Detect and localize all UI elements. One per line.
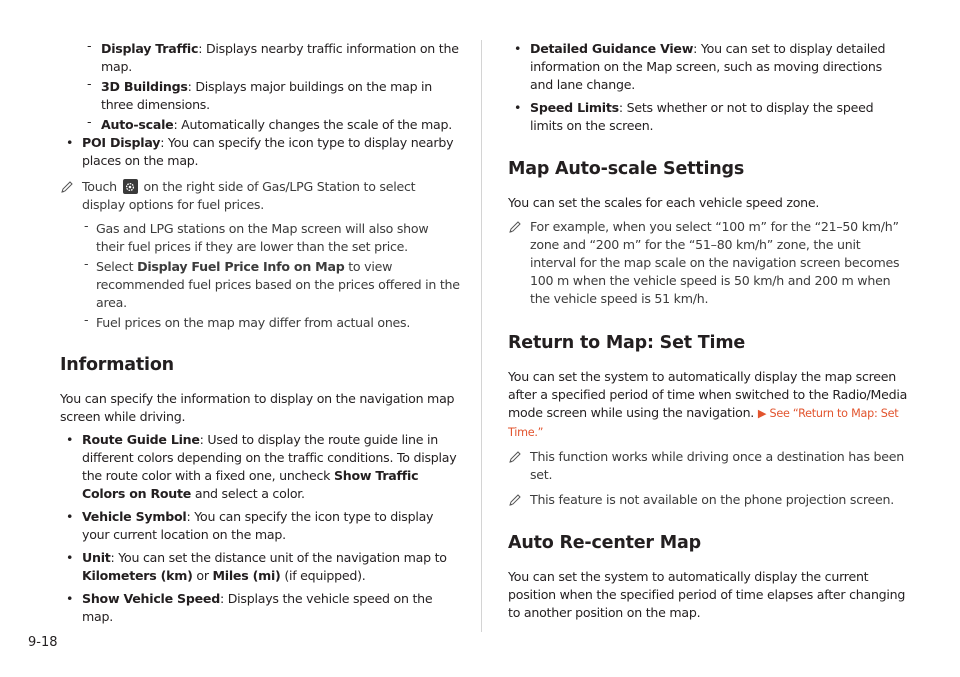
page-number: 9-18 [28, 635, 58, 650]
right-column [508, 40, 908, 622]
auto-recenter-intro: You can set the system to automatically display the current position when the specified period of time elapses after changing to another position on the map. [508, 569, 906, 620]
list-item-route-guide-line: • Route Guide Line: Used to display the route guide line in different colors depending on the traffic conditions. To display the route color with a fixed one, uncheck Show Traffic Colors on Route and select a color. [66, 432, 457, 501]
list-item-unit: • Unit: You can set the distance unit of the navigation map to Kilometers (km) or Miles (mi) (if equipped). [66, 550, 447, 583]
list-item-show-vehicle-speed: • Show Vehicle Speed: Displays the vehicle speed on the map. [66, 591, 433, 624]
column-divider [481, 40, 482, 632]
section-heading-return-to-map: Return to Map: Set Time [508, 333, 746, 353]
note-subitem: - Fuel prices on the map may differ from actual ones. [84, 312, 411, 330]
note-fuel-prices: Touch on the right side of Gas/LPG Station to select display options for fuel prices. [60, 178, 460, 214]
return-to-map-intro: You can set the system to automatically display the map screen after a specified period of time when switched to the Radio/Media mode screen while using the navigation. ▶ See “Return to Map: Set Time.” [508, 369, 908, 439]
pencil-icon [508, 493, 522, 507]
pencil-icon [508, 450, 522, 464]
note-subitem: - Select Display Fuel Price Info on Map to view recommended fuel prices based on the prices offered in the area. [84, 256, 460, 310]
section-heading-auto-recenter: Auto Re-center Map [508, 533, 701, 553]
list-item-vehicle-symbol: • Vehicle Symbol: You can specify the icon type to display your current location on the map. [66, 509, 434, 542]
list-item-auto-scale: - Auto-scale: Automatically changes the scale of the map. [87, 114, 453, 132]
section-heading-information: Information [60, 355, 174, 375]
auto-scale-intro: You can set the scales for each vehicle speed zone. [508, 195, 820, 210]
section-heading-map-auto-scale: Map Auto-scale Settings [508, 159, 745, 179]
list-item-detailed-guidance-view: • Detailed Guidance View: You can set to display detailed information on the Map screen, such as moving directions and lane change. [514, 41, 886, 92]
list-item-speed-limits: • Speed Limits: Sets whether or not to display the speed limits on the screen. [514, 100, 874, 133]
list-item-display-traffic: - Display Traffic: Displays nearby traffic information on the map. [87, 38, 459, 74]
left-column [60, 40, 460, 626]
note-auto-scale-example: For example, when you select “100 m” for the “21–50 km/h” zone and “200 m” for the “51–80 km/h” zone, the unit interval for the map scale on the navigation screen becomes 100 m when the vehicle speed is 50 km/h and 200 m when the vehicle speed is 51 km/h. [508, 218, 908, 308]
pencil-icon [508, 220, 522, 234]
list-item-3d-buildings: - 3D Buildings: Displays major buildings on the map in three dimensions. [87, 76, 433, 112]
note-subitem: - Gas and LPG stations on the Map screen will also show their fuel prices if they are lower than the set price. [84, 218, 429, 254]
note-return-destination: This function works while driving once a destination has been set. [508, 448, 908, 484]
pencil-icon [60, 180, 74, 194]
note-phone-projection: This feature is not available on the phone projection screen. [508, 491, 908, 509]
list-item-poi-display: • POI Display: You can specify the icon type to display nearby places on the map. [66, 135, 454, 168]
see-return-to-map-link[interactable]: ▶ See “Return to Map: Set Time.” [508, 407, 899, 439]
information-intro: You can specify the information to display on the navigation map screen while driving. [60, 391, 455, 424]
gear-icon [123, 179, 138, 194]
